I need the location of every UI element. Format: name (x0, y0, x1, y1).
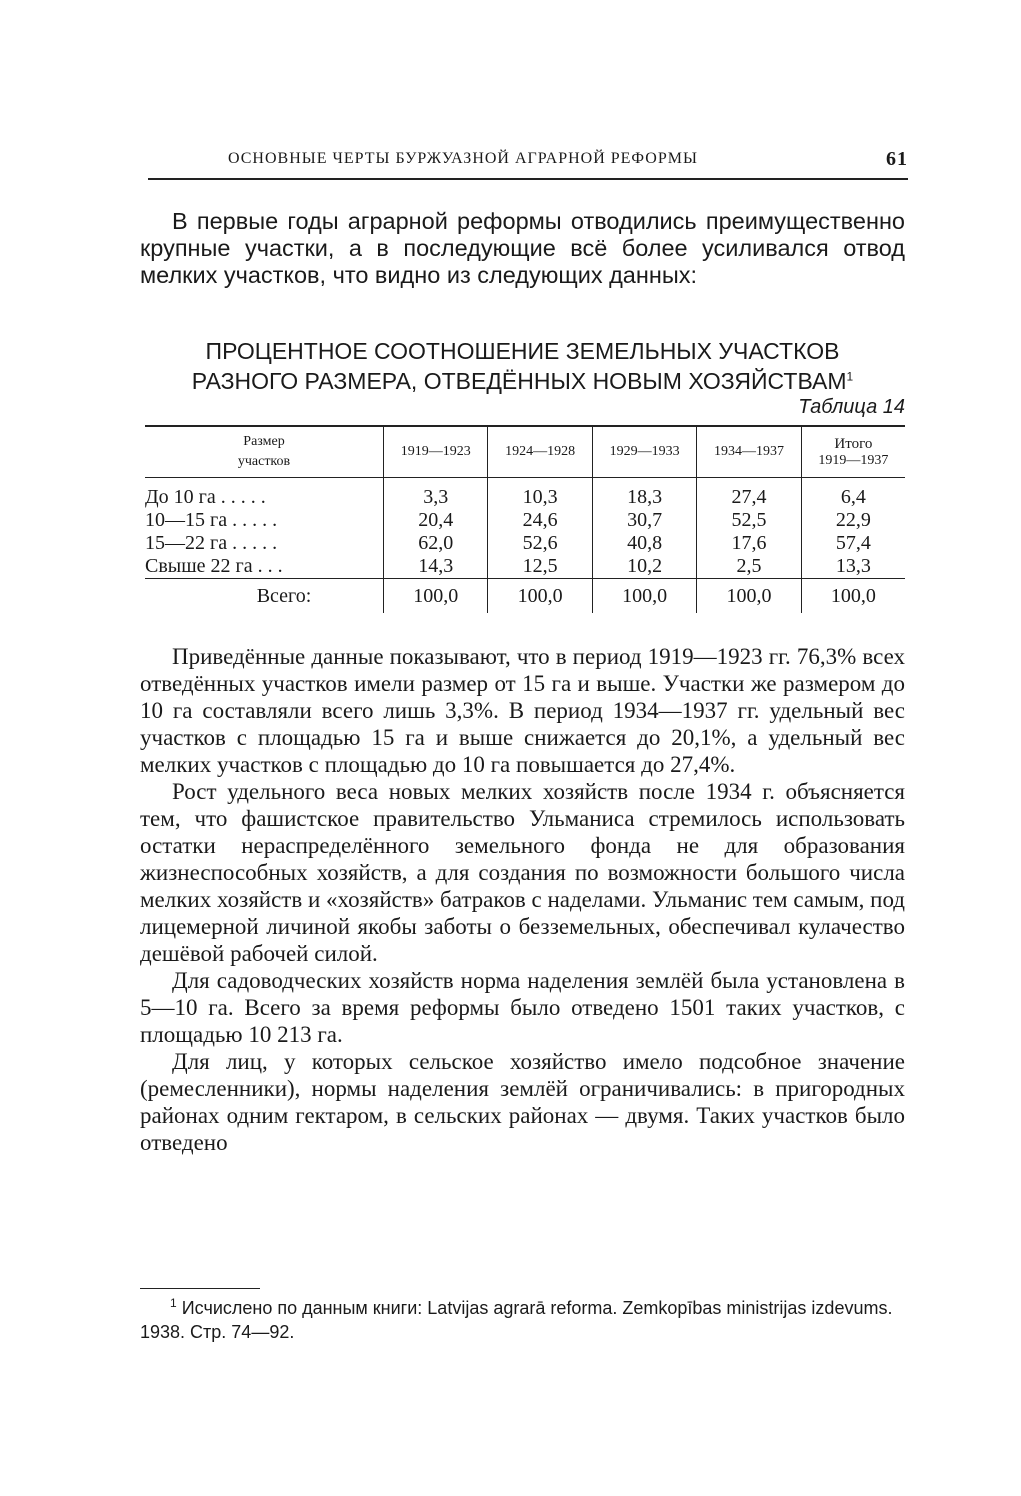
footnote-text: Исчислено по данным книги: Latvijas agrarā reforma. Zemkopības ministrijas izdevums. 1938. Стр. 74—92. (140, 1298, 893, 1342)
paragraph: Приведённые данные показывают, что в период 1919—1923 гг. 76,3% всех отведённых участков имели размер от 15 га и выше. Участки же размером до 10 га составляли всего лишь 3,3%. В период 1934—1937 гг. удельный вес участков с площадью 15 га и выше снижается до 20,1%, а удельный вес мелких участков с площадью до 10 га повышается до 27,4%. (140, 644, 905, 777)
data-table (145, 425, 905, 613)
header-period: 1929—1933 (592, 426, 696, 478)
table-title (140, 336, 905, 396)
table-cell: 22,9 (801, 509, 905, 532)
table-cell: 10,3 (488, 478, 592, 510)
footnote-marker: 1 (170, 1296, 177, 1310)
table-cell: 24,6 (488, 509, 592, 532)
total-label: Всего: (145, 579, 384, 614)
intro-paragraph: В первые годы аграрной реформы отводились преимущественно крупные участки, а в последующие всё более усиливался отвод мелких участков, что видно из следующих данных: (140, 208, 905, 288)
total-cell: 100,0 (384, 579, 488, 614)
total-cell: 100,0 (697, 579, 801, 614)
table-cell: 20,4 (384, 509, 488, 532)
intro-paragraph-block (140, 208, 905, 289)
footnote-rule (140, 1288, 260, 1289)
table-cell: 2,5 (697, 555, 801, 579)
header-rule (148, 178, 908, 180)
table-cell: 52,5 (697, 509, 801, 532)
table-title-line-1: ПРОЦЕНТНОЕ СООТНОШЕНИЕ ЗЕМЕЛЬНЫХ УЧАСТКОВ (205, 338, 840, 364)
table-cell: 17,6 (697, 532, 801, 555)
row-label: Свыше 22 га . . . (145, 555, 283, 577)
total-cell: 100,0 (592, 579, 696, 614)
footnote (140, 1296, 905, 1344)
table-cell: 10,2 (592, 555, 696, 579)
header-period: 1919—1923 (384, 426, 488, 478)
table-header-row (145, 426, 905, 478)
row-label: 10—15 га . . . . . (145, 509, 278, 531)
table-total-row (145, 579, 905, 614)
table-cell: 30,7 (592, 509, 696, 532)
table-cell: 52,6 (488, 532, 592, 555)
paragraph: Рост удельного веса новых мелких хозяйств после 1934 г. объясняется тем, что фашистское правительство Ульманиса стремилось использовать остатки нераспределённого земельного фонда не для образования жизнеспособных хозяйств, а для создания по возможности большого числа мелких хозяйств и «хозяйств» батраков с наделами. Ульманис тем самым, под лицемерной личиной якобы заботы о безземельных, обеспечивал кулачество дешёвой рабочей силой. (140, 779, 905, 966)
header-period: 1934—1937 (697, 426, 801, 478)
row-label: До 10 га . . . . . (145, 486, 266, 508)
header-size: Размер участков (145, 426, 384, 478)
table-cell: 12,5 (488, 555, 592, 579)
table-cell: 6,4 (801, 478, 905, 510)
header-total: Итого 1919—1937 (801, 426, 905, 478)
table-row (145, 555, 905, 579)
paragraph: Для садоводческих хозяйств норма наделения землёй была установлена в 5—10 га. Всего за время реформы было отведено 1501 таких участков, с площадью 10 213 га. (140, 968, 905, 1047)
table-row (145, 532, 905, 555)
table-cell: 27,4 (697, 478, 801, 510)
row-label: 15—22 га . . . . . (145, 532, 278, 554)
table-cell: 57,4 (801, 532, 905, 555)
total-cell: 100,0 (488, 579, 592, 614)
table-cell: 13,3 (801, 555, 905, 579)
paragraph: Для лиц, у которых сельское хозяйство имело подсобное значение (ремесленники), нормы наделения землёй ограничивались: в пригородных районах одним гектаром, в сельских районах — двумя. Таких участков было отведено (140, 1049, 905, 1155)
table-footnote-marker: 1 (846, 369, 854, 384)
total-cell: 100,0 (801, 579, 905, 614)
body-text (140, 643, 905, 1156)
table-cell: 62,0 (384, 532, 488, 555)
table-cell: 14,3 (384, 555, 488, 579)
table-label: Таблица 14 (798, 396, 905, 418)
table-cell: 18,3 (592, 478, 696, 510)
table-cell: 3,3 (384, 478, 488, 510)
table-row (145, 478, 905, 510)
header-period: 1924—1928 (488, 426, 592, 478)
table-cell: 40,8 (592, 532, 696, 555)
table-title-line-2: РАЗНОГО РАЗМЕРА, ОТВЕДЁННЫХ НОВЫМ ХОЗЯЙСТВАМ$^1$ (191, 368, 854, 394)
page-number: 61 (886, 148, 908, 170)
running-title: ОСНОВНЫЕ ЧЕРТЫ БУРЖУАЗНОЙ АГРАРНОЙ РЕФОРМЫ (228, 150, 698, 167)
table-row (145, 509, 905, 532)
